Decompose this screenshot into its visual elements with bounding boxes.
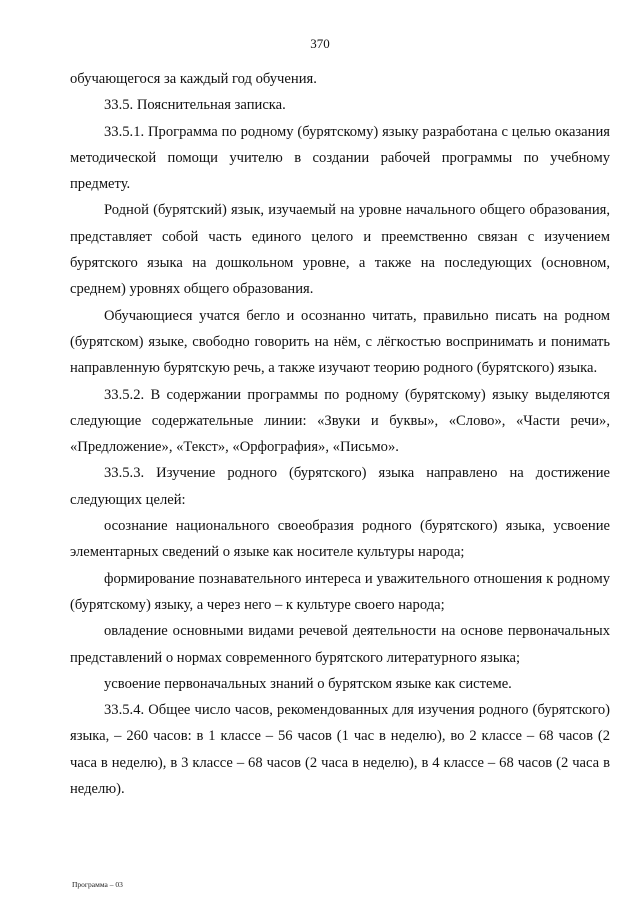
goal-item-speech: овладение основными видами речевой деятельности на основе первоначальных представлений о нормах современного бурятского литературного языка; (70, 623, 610, 666)
paragraph-33-5-3: 33.5.3. Изучение родного (бурятского) языка направлено на достижение следующих целей: (70, 465, 610, 508)
paragraph-33-5-2: 33.5.2. В содержании программы по родному (бурятскому) языку выделяются следующие содержательные линии: «Звуки и буквы», «Слово», «Части речи», «Предложение», «Текст», «Орфография», «Письмо». (70, 386, 610, 456)
paragraph-students: Обучающиеся учатся бегло и осознанно читать, правильно писать на родном (бурятском) языке, свободно говорить на нём, с лёгкостью воспринимать и понимать направленную бурятскую речь, а также изучают теорию родного (бурятского) языка. (70, 307, 610, 377)
document-body (70, 66, 610, 802)
section-heading-33-5: 33.5. Пояснительная записка. (104, 97, 286, 114)
goal-item-knowledge: усвоение первоначальных знаний о бурятском языке как системе. (104, 675, 512, 692)
paragraph-native-language: Родной (бурятский) язык, изучаемый на уровне начального общего образования, представляет собой часть единого целого и преемственно связан с изучением бурятского языка на дошкольном уровне, а также на последующих (основном, среднем) уровнях общего образования. (70, 202, 610, 298)
paragraph-continuation: обучающегося за каждый год обучения. (70, 71, 317, 87)
goal-item-awareness: осознание национального своеобразия родного (бурятского) языка, усвоение элементарных сведений о языке как носителе культуры народа; (70, 518, 610, 561)
goal-item-interest: формирование познавательного интереса и уважительного отношения к родному (бурятскому) языку, а через него – к культуре своего народа; (70, 570, 610, 613)
paragraph-33-5-1: 33.5.1. Программа по родному (бурятскому) языку разработана с целью оказания методической помощи учителю в создании рабочей программы по учебному предмету. (70, 123, 610, 193)
footer-label: Программа – 03 (72, 880, 123, 889)
page-number: 370 (310, 36, 330, 51)
paragraph-33-5-4: 33.5.4. Общее число часов, рекомендованных для изучения родного (бурятского) языка, – 260 часов: в 1 классе – 56 часов (1 час в неделю), во 2 классе – 68 часов (2 часа в неделю), в 3 классе – 68 часов (2 часа в неделю), в 4 классе – 68 часов (2 часа в неделю). (70, 702, 610, 798)
